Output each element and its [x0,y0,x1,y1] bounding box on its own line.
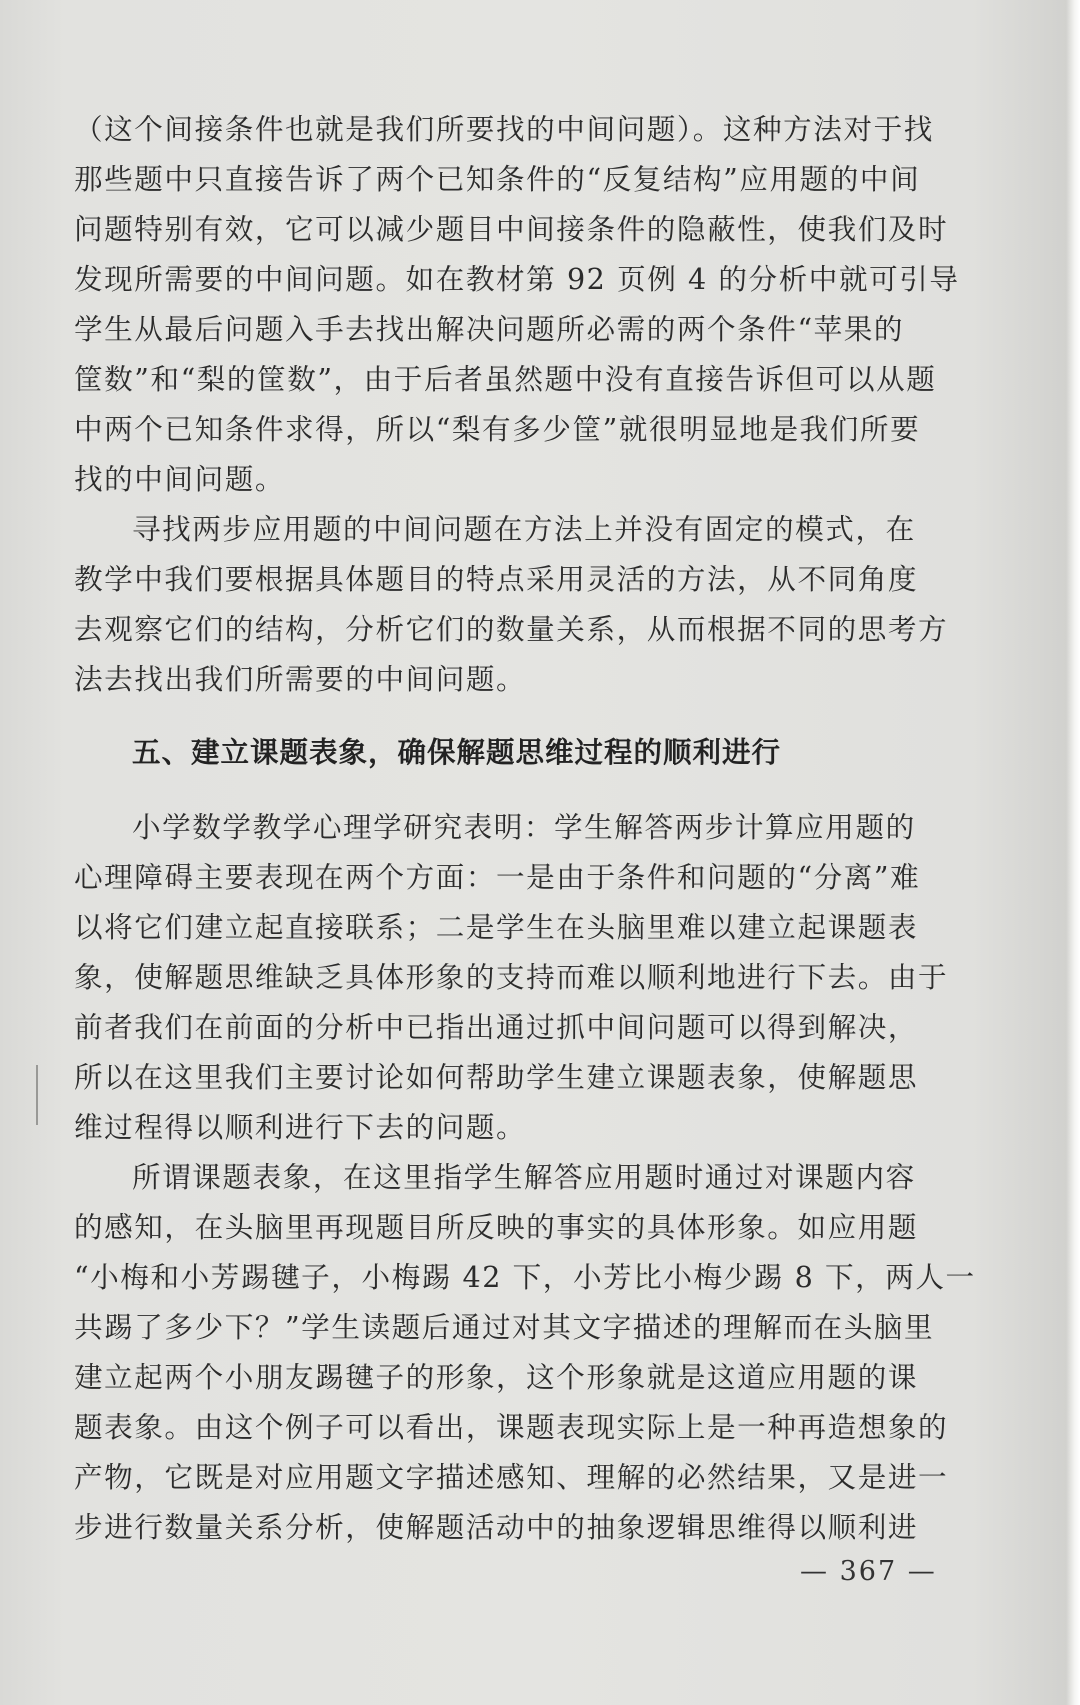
paragraph-1 [74,104,1002,504]
paragraph-3 [74,802,1002,1152]
text-line: 寻找两步应用题的中间问题在方法上并没有固定的模式，在 [132,512,916,546]
text-line: 筐数”和“梨的筐数”，由于后者虽然题中没有直接告诉但可以从题 [74,362,937,396]
text-line: 学生从最后问题入手去找出解决问题所必需的两个条件“苹果的 [74,312,905,346]
text-line: 共踢了多少下？”学生读题后通过对其文字描述的理解而在头脑里 [74,1310,935,1344]
text-line: 小学数学教学心理学研究表明：学生解答两步计算应用题的 [132,810,916,844]
margin-mark [36,1065,38,1125]
text-line: 维过程得以顺利进行下去的问题。 [74,1110,527,1144]
page-edge [1066,0,1080,1705]
section-heading: 五、建立课题表象，确保解题思维过程的顺利进行 [132,736,782,769]
text-line: 步进行数量关系分析，使解题活动中的抽象逻辑思维得以顺利进 [74,1510,919,1544]
text-line: 产物，它既是对应用题文字描述感知、理解的必然结果，又是进一 [74,1460,949,1494]
text-line: 的感知，在头脑里再现题目所反映的事实的具体形象。如应用题 [74,1210,919,1244]
text-line: 去观察它们的结构，分析它们的数量关系，从而根据不同的思考方 [74,612,949,646]
text-line: 以将它们建立起直接联系；二是学生在头脑里难以建立起课题表 [74,910,919,944]
text-line: （这个间接条件也就是我们所要找的中间问题）。这种方法对于找 [74,112,934,146]
text-line: “小梅和小芳踢毽子，小梅踢 42 下，小芳比小梅少踢 8 下，两人一 [74,1260,976,1294]
text-line: 那些题中只直接告诉了两个已知条件的“反复结构”应用题的中间 [74,162,921,196]
text-line: 问题特别有效，它可以减少题目中间接条件的隐蔽性，使我们及时 [74,212,949,246]
text-line: 找的中间问题。 [74,462,286,496]
page-number: — 367 — [800,1556,937,1587]
text-line: 发现所需要的中间问题。如在教材第 92 页例 4 的分析中就可引导 [74,262,960,296]
text-line: 所谓课题表象，在这里指学生解答应用题时通过对课题内容 [132,1160,916,1194]
text-line: 法去找出我们所需要的中间问题。 [74,662,527,696]
text-line: 前者我们在前面的分析中已指出通过抓中间问题可以得到解决， [74,1010,919,1044]
text-line: 题表象。由这个例子可以看出，课题表现实际上是一种再造想象的 [74,1410,949,1444]
text-line: 心理障碍主要表现在两个方面：一是由于条件和问题的“分离”难 [74,860,921,894]
page-body [74,104,1002,1552]
text-line: 中两个已知条件求得，所以“梨有多少筐”就很明显地是我们所要 [74,412,921,446]
text-line: 教学中我们要根据具体题目的特点采用灵活的方法，从不同角度 [74,562,919,596]
text-line: 所以在这里我们主要讨论如何帮助学生建立课题表象，使解题思 [74,1060,919,1094]
paragraph-4 [74,1152,1002,1552]
text-line: 象，使解题思维缺乏具体形象的支持而难以顺利地进行下去。由于 [74,960,949,994]
paragraph-2 [74,504,1002,704]
text-line: 建立起两个小朋友踢毽子的形象，这个形象就是这道应用题的课 [74,1360,919,1394]
